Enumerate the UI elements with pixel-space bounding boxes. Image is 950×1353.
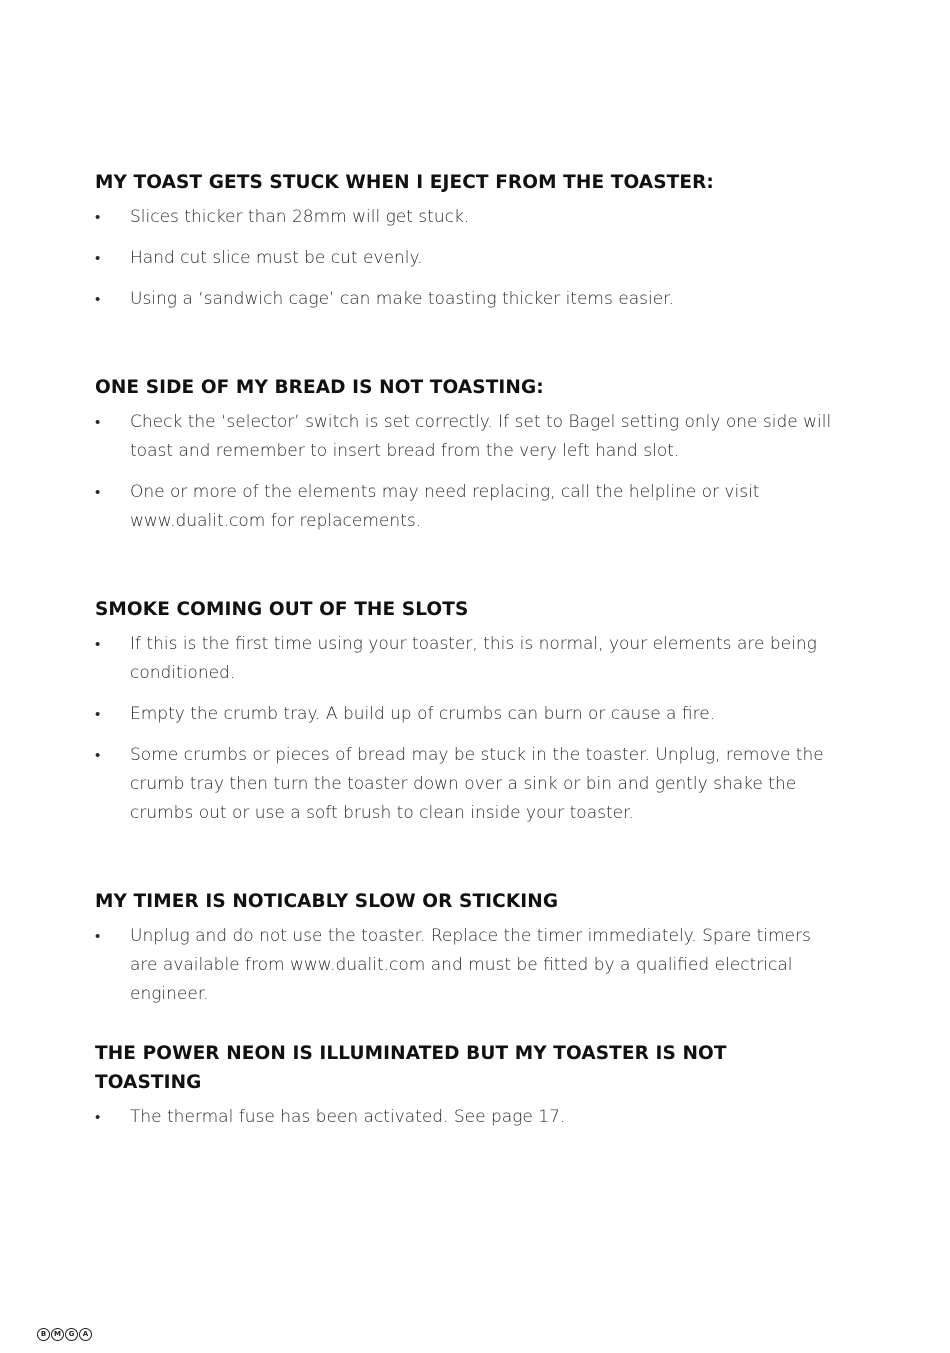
bullet-icon: • (95, 413, 101, 431)
section-smoke-from-slots (95, 595, 835, 840)
bullet-icon: • (95, 208, 101, 226)
section-power-neon (95, 1039, 835, 1144)
list-item (95, 408, 835, 466)
bullet-icon: • (95, 483, 101, 501)
bullet-icon: • (95, 635, 101, 653)
list-item-text: Unplug and do not use the toaster. Replace the timer immediately. Spare timers are available from www.dualit.com and must be fitted by a qualified electrical engineer. (130, 926, 811, 1004)
bullet-list (95, 1103, 835, 1132)
list-item-text: Check the ‘selector’ switch is set correctly. If set to Bagel setting only one side will toast and remember to insert bread from the very left hand slot. (130, 412, 832, 461)
footer-logo (37, 1328, 92, 1341)
section-heading: ONE SIDE OF MY BREAD IS NOT TOASTING: (95, 377, 544, 398)
list-item (95, 285, 835, 314)
bullet-list (95, 922, 835, 1009)
list-item (95, 478, 835, 536)
logo-letter: G (65, 1328, 78, 1341)
list-item (95, 922, 835, 1009)
list-item (95, 1103, 835, 1132)
section-heading: SMOKE COMING OUT OF THE SLOTS (95, 599, 469, 620)
list-item-text: One or more of the elements may need replacing, call the helpline or visit www.dualit.com for replacements. (130, 482, 760, 531)
list-item-text: Hand cut slice must be cut evenly. (130, 248, 423, 268)
bullet-icon: • (95, 249, 101, 267)
list-item-text: Using a ‘sandwich cage’ can make toasting thicker items easier. (130, 289, 674, 309)
section-heading: THE POWER NEON IS ILLUMINATED BUT MY TOASTER IS NOT TOASTING (95, 1043, 727, 1093)
list-item (95, 203, 835, 232)
section-heading: MY TOAST GETS STUCK WHEN I EJECT FROM THE TOASTER: (95, 172, 714, 193)
list-item-text: Slices thicker than 28mm will get stuck. (130, 207, 470, 227)
list-item (95, 741, 835, 828)
section-toast-stuck (95, 168, 835, 326)
list-item-text: Empty the crumb tray. A build up of crumbs can burn or cause a fire. (130, 704, 716, 724)
section-timer-slow (95, 887, 835, 1021)
logo-letter: M (51, 1328, 64, 1341)
bullet-icon: • (95, 746, 101, 764)
list-item-text: If this is the first time using your toaster, this is normal, your elements are being conditioned. (130, 634, 817, 683)
list-item (95, 630, 835, 688)
list-item-text: The thermal fuse has been activated. See page 17. (130, 1107, 566, 1127)
logo-letter: A (79, 1328, 92, 1341)
bullet-list (95, 408, 835, 536)
bullet-list (95, 630, 835, 828)
list-item (95, 244, 835, 273)
bullet-icon: • (95, 927, 101, 945)
list-item-text: Some crumbs or pieces of bread may be stuck in the toaster. Unplug, remove the crumb tray then turn the toaster down over a sink or bin and gently shake the crumbs out or use a soft brush to clean inside your toaster. (130, 745, 824, 823)
bullet-list (95, 203, 835, 314)
logo-letter: B (37, 1328, 50, 1341)
bullet-icon: • (95, 1108, 101, 1126)
bullet-icon: • (95, 705, 101, 723)
section-one-side-not-toasting (95, 373, 835, 548)
list-item (95, 700, 835, 729)
bullet-icon: • (95, 290, 101, 308)
section-heading: MY TIMER IS NOTICABLY SLOW OR STICKING (95, 891, 559, 912)
